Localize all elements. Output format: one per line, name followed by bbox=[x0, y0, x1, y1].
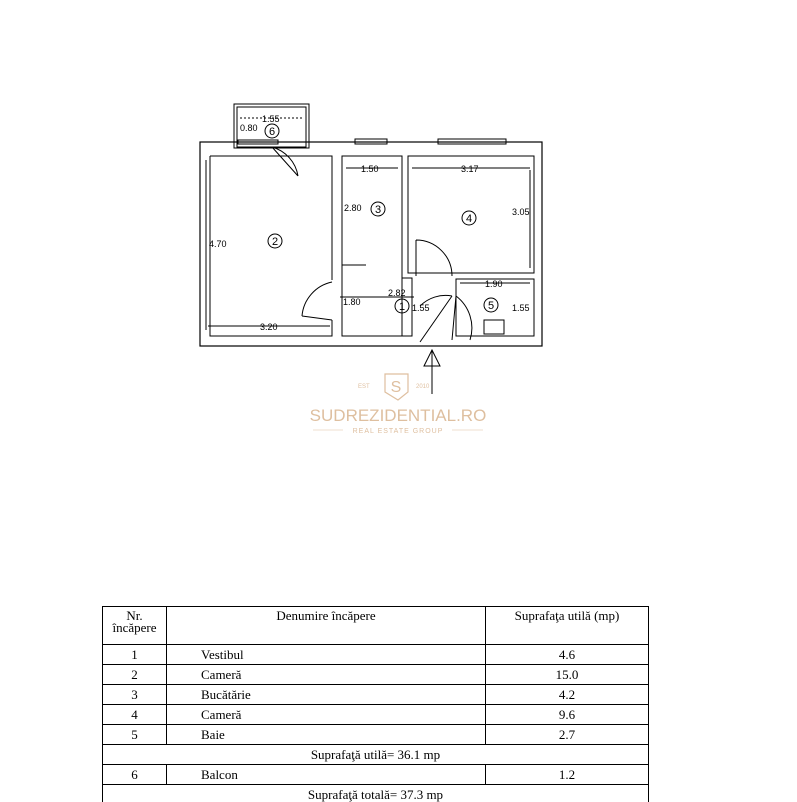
dimension-label: 1.55 bbox=[262, 114, 280, 124]
dimension-label: 1.55 bbox=[412, 303, 430, 313]
header-nr: Nr. încăpere bbox=[103, 607, 167, 645]
svg-text:EST: EST bbox=[358, 384, 370, 390]
svg-text:S: S bbox=[390, 379, 402, 396]
dimension-label: 2.80 bbox=[344, 203, 362, 213]
dimension-label: 2.82 bbox=[388, 288, 406, 298]
grand-total-row: Suprafaţă totală= 37.3 mp bbox=[103, 785, 649, 802]
room-number: 4 bbox=[465, 213, 473, 225]
table-row: 6 Balcon 1.2 bbox=[103, 765, 649, 785]
table-row: 4 Cameră 9.6 bbox=[103, 705, 649, 725]
room-number: 5 bbox=[487, 300, 495, 312]
room-number: 2 bbox=[271, 236, 279, 248]
table-row: 1 Vestibul 4.6 bbox=[103, 645, 649, 665]
door-bath bbox=[452, 296, 472, 340]
table-row: 2 Cameră 15.0 bbox=[103, 665, 649, 685]
rooms-table bbox=[102, 606, 649, 802]
dimension-label: 3.05 bbox=[512, 207, 530, 217]
watermark-logo bbox=[310, 374, 487, 435]
dimension-label: 3.20 bbox=[260, 322, 278, 332]
useful-total-row: Suprafaţă utilă= 36.1 mp bbox=[103, 745, 649, 765]
room-number: 1 bbox=[398, 301, 406, 313]
room2-wall bbox=[210, 156, 332, 280]
brand-name: SUDREZIDENTIAL.RO bbox=[309, 406, 487, 425]
room-number: 3 bbox=[374, 204, 382, 216]
door-balcony bbox=[272, 147, 298, 176]
door-room2 bbox=[302, 282, 332, 320]
dimension-label: 3.17 bbox=[461, 164, 479, 174]
header-name: Denumire încăpere bbox=[167, 607, 486, 645]
dimension-label: 1.90 bbox=[485, 279, 503, 289]
header-area: Suprafaţa utilă (mp) bbox=[486, 607, 649, 645]
dimension-label: 1.50 bbox=[361, 164, 379, 174]
room3-wall bbox=[342, 156, 402, 336]
room-number: 6 bbox=[268, 126, 276, 138]
dimension-label: 1.80 bbox=[343, 297, 361, 307]
table-row: 3 Bucătărie 4.2 bbox=[103, 685, 649, 705]
door-room4 bbox=[416, 240, 452, 276]
dimension-label: 1.55 bbox=[512, 303, 530, 313]
svg-text:2010: 2010 bbox=[416, 384, 430, 390]
dimension-label: 4.70 bbox=[209, 239, 227, 249]
table-row: 5 Baie 2.7 bbox=[103, 725, 649, 745]
dimension-label: 0.80 bbox=[240, 123, 258, 133]
brand-tagline: REAL ESTATE GROUP bbox=[352, 428, 444, 435]
